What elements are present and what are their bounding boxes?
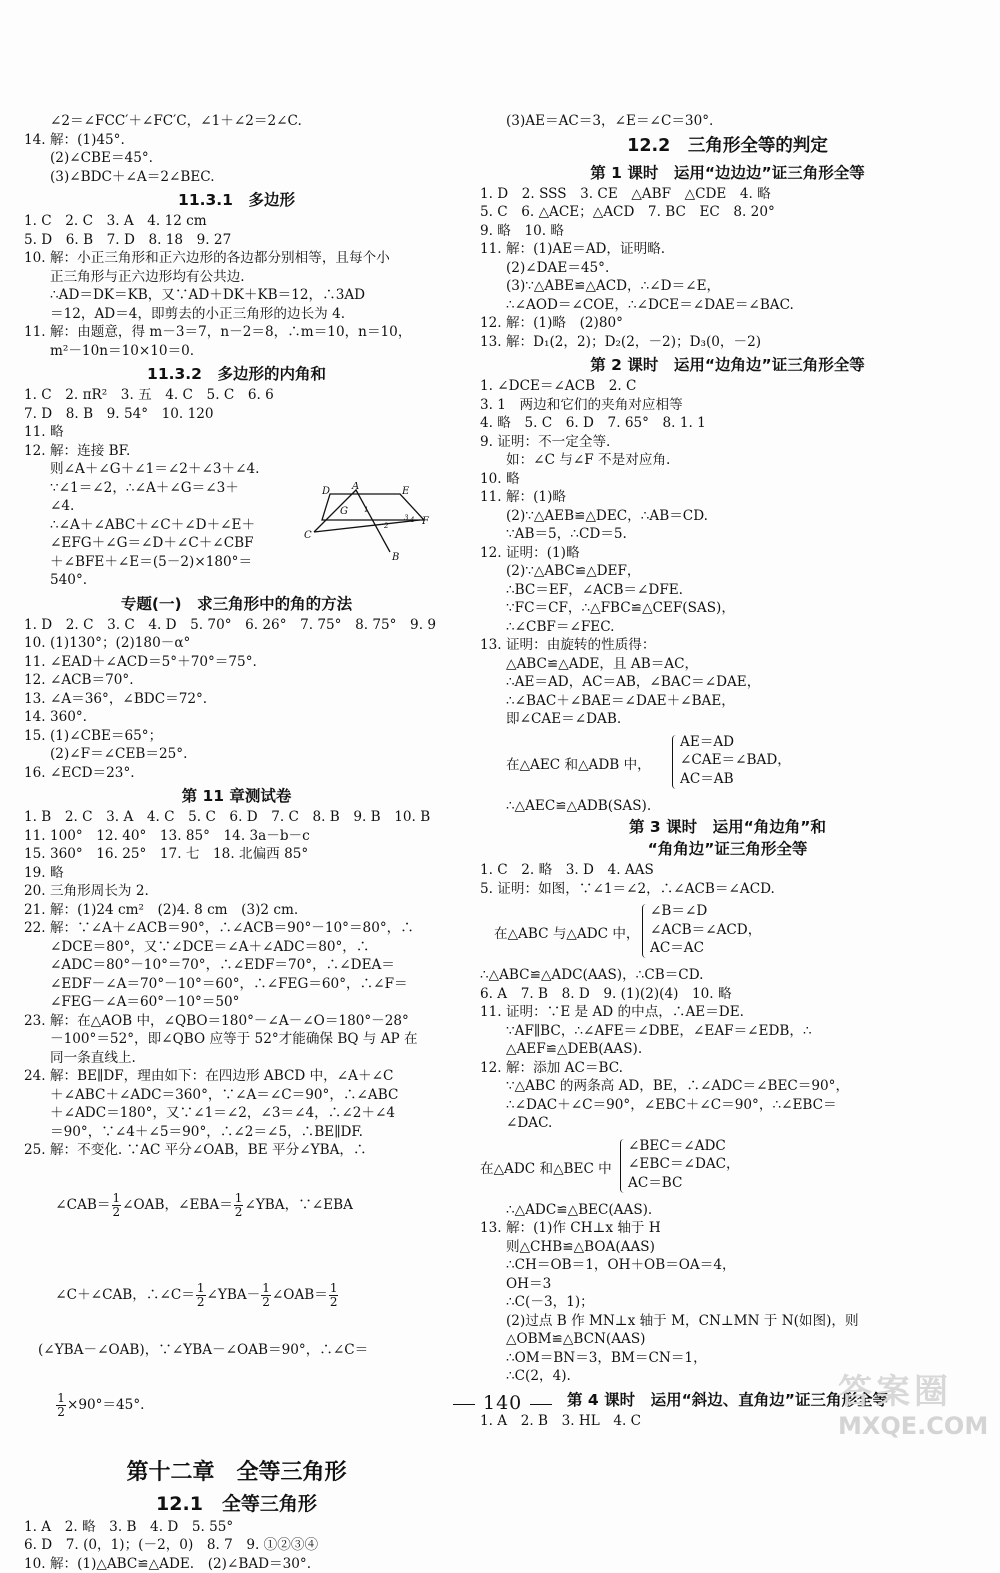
text-line: 1. D 2. C 3. C 4. D 5. 70° 6. 26° 7. 75° 8. 75° 9. 9 xyxy=(24,616,449,635)
text-line: 16. ∠ECD＝23°. xyxy=(24,764,449,783)
section-heading: 11.3.2 多边形的内角和 xyxy=(24,363,449,385)
page-number: 140 xyxy=(445,1392,560,1414)
label-4: 4 xyxy=(409,516,414,524)
text-line: 即∠CAE＝∠DAB. xyxy=(480,710,975,729)
label-a: A xyxy=(351,482,359,492)
text-line: 12. 证明：(1)略 xyxy=(480,544,975,563)
text-line: ∠EFG＋∠G＝∠D＋∠C＋∠CBF xyxy=(24,534,449,553)
text-line: 11. 解：(1)AE＝AD，证明略. xyxy=(480,240,975,259)
text-line: 9. 略 10. 略 xyxy=(480,222,975,241)
text-line: 14. 360°. xyxy=(24,708,449,727)
text-line: ∴∠A＋∠ABC＋∠C＋∠D＋∠E＋ xyxy=(24,516,449,535)
text-line: 12. ∠ACB＝70°. xyxy=(24,671,449,690)
text-line: 则△CHB≌△BOA(AAS) xyxy=(480,1238,975,1257)
text-line: 6. D 7. (0，1)；(－2，0) 8. 7 9. ①②③④ xyxy=(24,1536,449,1555)
text-line: ＋∠ABC＋∠ADC＝360°，∵∠A＝∠C＝90°，∴∠ABC xyxy=(24,1086,449,1105)
text-line: 则∠A＋∠G＋∠1＝∠2＋∠3＋∠4. xyxy=(24,460,449,479)
right-column xyxy=(480,118,975,1430)
text-line: OH＝3 xyxy=(480,1275,975,1294)
text-line: 14. 解：(1)45°. xyxy=(24,131,449,150)
text-line: 1. C 2. πR² 3. 五 4. C 5. C 6. 6 xyxy=(24,386,449,405)
fraction-line: ∠CAB＝ $\frac{1}{2}$ ∠OAB，∠EBA＝ $\frac{1}{2}$ ∠YBA，∵∠EBA xyxy=(24,1160,449,1250)
text-line: ∴∠BAC＋∠BAE＝∠DAE＋∠BAE， xyxy=(480,692,975,711)
text-line: －100°＝52°，即∠QBO 应等于 52°才能确保 BQ 与 AP 在 xyxy=(24,1030,449,1049)
text-line: ∴C(－3，1)； xyxy=(480,1293,975,1312)
left-column xyxy=(24,112,449,1573)
text-line: ＝90°，∵∠4＋∠5＝90°，∴∠2＝∠5，∴BE∥DF. xyxy=(24,1123,449,1142)
text-line: 1. ∠DCE＝∠ACB 2. C xyxy=(480,377,975,396)
watermark-logo: 答案圈 MXQE.COM xyxy=(838,1372,988,1450)
text-line: ∠EDF－∠A＝70°－10°＝60°，∴∠FEG＝60°，∴∠F＝ xyxy=(24,975,449,994)
text-line: 9. 证明：不一定全等. xyxy=(480,433,975,452)
text-line: △ABC≌△ADE，且 AB＝AC， xyxy=(480,655,975,674)
label-d: D xyxy=(321,486,330,497)
label-g: G xyxy=(340,506,348,517)
text-line: (2)∠F＝∠CEB＝25°. xyxy=(24,745,449,764)
text-line: ∠ADC＝80°－10°＝70°，∴∠EDF＝70°，∴∠DEA＝ xyxy=(24,956,449,975)
text-line: 如：∠C 与∠F 不是对应角. xyxy=(480,451,975,470)
text-line: (2)∠CBE＝45°. xyxy=(24,149,449,168)
section-heading: 专题(一) 求三角形中的角的方法 xyxy=(24,593,449,615)
text-line: 540°. xyxy=(24,571,449,590)
text-line: ＋∠ADC＝180°，又∵∠1＝∠2，∠3＝∠4，∴∠2＋∠4 xyxy=(24,1104,449,1123)
text-line: ∵FC＝CF，∴△FBC≌△CEF(SAS)， xyxy=(480,599,975,618)
text-line: 21. 解：(1)24 cm² (2)4. 8 cm (3)2 cm. xyxy=(24,901,449,920)
text-line: ∵∠1＝∠2，∴∠A＋∠G＝∠3＋ xyxy=(24,479,449,498)
text-line: 1. C 2. 略 3. D 4. AAS xyxy=(480,861,975,880)
fraction-half: $\frac{1}{2}$ xyxy=(261,1282,271,1309)
text-line: 3. 1 两边和它们的夹角对应相等 xyxy=(480,396,975,415)
text-line: 19. 略 xyxy=(24,864,449,883)
text-line: 同一条直线上. xyxy=(24,1049,449,1068)
section-heading: 12.1 全等三角形 xyxy=(24,1491,449,1517)
chapter-heading: 第十二章 全等三角形 xyxy=(24,1458,449,1488)
label-b: B xyxy=(391,552,399,560)
text-line: ∴∠AOD＝∠COE，∴∠DCE＝∠DAE＝∠BAC. xyxy=(480,296,975,315)
lesson-heading: 第 4 课时 运用“斜边、直角边”证三角形全等 xyxy=(480,1389,975,1411)
text-line: ∴BC＝EF，∠ACB＝∠DFE. xyxy=(480,581,975,600)
label-c: C xyxy=(304,530,312,541)
text-line: ＝12，AD＝4，即剪去的小正三角形的边长为 4. xyxy=(24,305,449,324)
fraction-line: ∠C＋∠CAB，∴∠C＝ $\frac{1}{2}$ ∠YBA－ $\frac{1}{2}$ ∠OAB＝ $\frac{1}{2}$ xyxy=(24,1250,449,1340)
text-line: △AEF≌△DEB(AAS). xyxy=(480,1040,975,1059)
text-line: 23. 解：在△AOB 中，∠QBO＝180°－∠A－∠O＝180°－28° xyxy=(24,1012,449,1031)
text-line: ∴△ABC≌△ADC(AAS)，∴CB＝CD. xyxy=(480,966,975,985)
text-line: 1. C 2. C 3. A 4. 12 cm xyxy=(24,212,449,231)
text-line: (2)∵△ABC≌△DEF， xyxy=(480,562,975,581)
fraction-line: $\frac{1}{2}$ ×90°＝45°. xyxy=(24,1360,449,1450)
text-line: ∵△ABC 的两条高 AD，BE，∴∠ADC＝∠BEC＝90°， xyxy=(480,1077,975,1096)
text-line: 1. B 2. C 3. A 4. C 5. C 6. D 7. C 8. B 9. B 10. B xyxy=(24,808,449,827)
text-line: 11. ∠EAD＋∠ACD＝5°＋70°＝75°. xyxy=(24,653,449,672)
text-line: 15. 360° 16. 25° 17. 七 18. 北偏西 85° xyxy=(24,845,449,864)
section-heading: 11.3.1 多边形 xyxy=(24,189,449,211)
text-line: ∠DCE＝80°，又∵∠DCE＝∠A＋∠ADC＝80°，∴ xyxy=(24,938,449,957)
text-line: 11. 解：(1)略 xyxy=(480,488,975,507)
text-line: 11. 略 xyxy=(24,423,449,442)
text-line: 25. 解：不变化. ∵AC 平分∠OAB，BE 平分∠YBA，∴ xyxy=(24,1141,449,1160)
text-line: 7. D 8. B 9. 54° 10. 120 xyxy=(24,405,449,424)
text-line: ∴CH＝OB＝1，OH＋OB＝OA＝4， xyxy=(480,1256,975,1275)
equation-system: 在△ADC 和△BEC 中 ∠BEC＝∠ADC ∠EBC＝∠DAC， AC＝BC xyxy=(480,1137,975,1197)
lesson-heading: 第 3 课时 运用“角边角”和 xyxy=(480,816,975,838)
text-line: (3)∵△ABE≌△ACD，∴∠D＝∠E， xyxy=(480,277,975,296)
label-e: E xyxy=(401,486,410,497)
text-line: 11. 100° 12. 40° 13. 85° 14. 3a－b－c xyxy=(24,827,449,846)
section-heading: 第 11 章测试卷 xyxy=(24,785,449,807)
label-3: 3 xyxy=(404,514,409,522)
text-line: ∴△ADC≌△BEC(AAS). xyxy=(480,1201,975,1220)
text-line: ∴AD＝DK＝KB，又∵AD＋DK＋KB＝12，∴3AD xyxy=(24,286,449,305)
text-line: 正三角形与正六边形均有公共边. xyxy=(24,268,449,287)
text-line: △OBM≌△BCN(AAS) xyxy=(480,1330,975,1349)
text-line: 6. A 7. B 8. D 9. (1)(2)(4) 10. 略 xyxy=(480,985,975,1004)
text-line: 12. 解：连接 BF. xyxy=(24,442,449,461)
equation-system: 在△AEC 和△ADB 中， AE＝AD ∠CAE＝∠BAD， AC＝AB xyxy=(480,733,975,793)
text-line: 12. 解：添加 AC＝BC. xyxy=(480,1059,975,1078)
text-line: 15. (1)∠CBE＝65°； xyxy=(24,727,449,746)
text-line: ∴C(2，4). xyxy=(480,1367,975,1386)
text-line: ∴△AEC≌△ADB(SAS). xyxy=(480,797,975,816)
text-line: 13. 解：(1)作 CH⊥x 轴于 H xyxy=(480,1219,975,1238)
text-line: ∴∠DAC＋∠C＝90°，∠EBC＋∠C＝90°，∴∠EBC＝ xyxy=(480,1096,975,1115)
fraction-half: $\frac{1}{2}$ xyxy=(56,1392,66,1419)
text-line: ∠4. xyxy=(24,497,449,516)
lesson-heading: 第 2 课时 运用“边角边”证三角形全等 xyxy=(480,354,975,376)
text-line: 10. 解：(1)△ABC≌△ADE. (2)∠BAD＝30°. xyxy=(24,1555,449,1573)
geometry-figure xyxy=(300,482,430,560)
text-line: (3)AE＝AC＝3，∠E＝∠C＝30°. xyxy=(480,112,975,131)
text-line: ∵AB＝5，∴CD＝5. xyxy=(480,525,975,544)
fraction-half: $\frac{1}{2}$ xyxy=(112,1192,122,1219)
text-line: 5. C 6. △ACE；△ACD 7. BC EC 8. 20° xyxy=(480,203,975,222)
text-line: 10. 解：小正三角形和正六边形的各边都分别相等，且每个小 xyxy=(24,249,449,268)
quadrilateral-defg xyxy=(322,494,424,520)
text-line: 1. D 2. SSS 3. CE △ABF △CDE 4. 略 xyxy=(480,185,975,204)
text-line: 12. 解：(1)略 (2)80° xyxy=(480,314,975,333)
text-line: 5. D 6. B 7. D 8. 18 9. 27 xyxy=(24,231,449,250)
text-line: m²－10n＝10×10＝0. xyxy=(24,342,449,361)
text-line: (3)∠BDC＋∠A＝2∠BEC. xyxy=(24,168,449,187)
text-line: ∠2＝∠FCC′＋∠FC′C，∠1＋∠2＝2∠C. xyxy=(24,112,449,131)
text-line: ∴∠CBF＝∠FEC. xyxy=(480,618,975,637)
label-f: F xyxy=(421,516,430,527)
text-line: 5. 证明：如图，∵∠1＝∠2，∴∠ACB＝∠ACD. xyxy=(480,880,975,899)
text-line: (2)过点 B 作 MN⊥x 轴于 M，CN⊥MN 于 N(如图)，则 xyxy=(480,1312,975,1331)
triangle-abc xyxy=(314,490,390,552)
fraction-half: $\frac{1}{2}$ xyxy=(196,1282,206,1309)
text-line: 24. 解：BE∥DF，理由如下：在四边形 ABCD 中，∠A＋∠C xyxy=(24,1067,449,1086)
fraction-half: $\frac{1}{2}$ xyxy=(329,1282,339,1309)
equation-system: 在△ABC 与△ADC 中， ∠B＝∠D ∠ACB＝∠ACD， AC＝AC xyxy=(480,902,975,962)
text-line: (2)∵△AEB≌△DEC，∴AB＝CD. xyxy=(480,507,975,526)
text-line: 22. 解：∵∠A＋∠ACB＝90°，∴∠ACB＝90°－10°＝80°，∴ xyxy=(24,919,449,938)
text-line: 4. 略 5. C 6. D 7. 65° 8. 1. 1 xyxy=(480,414,975,433)
text-line: 13. 解：D₁(2，2)；D₂(2，－2)；D₃(0，－2) xyxy=(480,333,975,352)
fraction-half: $\frac{1}{2}$ xyxy=(234,1192,244,1219)
text-line: ＋∠BFE＋∠E＝(5－2)×180°＝ xyxy=(24,553,449,572)
lesson-heading: “角角边”证三角形全等 xyxy=(480,838,975,860)
text-line: ∠DAC. xyxy=(480,1114,975,1133)
text-line: 11. 解：由题意，得 m－3＝7，n－2＝8，∴m＝10，n＝10， xyxy=(24,323,449,342)
text-line: 10. (1)130°；(2)180－α° xyxy=(24,634,449,653)
text-line: ∴OM＝BN＝3，BM＝CN＝1， xyxy=(480,1349,975,1368)
text-line: 13. 证明：由旋转的性质得： xyxy=(480,636,975,655)
text-line: 20. 三角形周长为 2. xyxy=(24,882,449,901)
text-line: (∠YBA－∠OAB)，∵∠YBA－∠OAB＝90°，∴∠C＝ xyxy=(24,1340,449,1360)
text-line: 10. 略 xyxy=(480,470,975,489)
text-line: ∠FEG－∠A＝60°－10°＝50° xyxy=(24,993,449,1012)
text-line: ∴AE＝AD，AC＝AB，∠BAC＝∠DAE， xyxy=(480,673,975,692)
text-line: (2)∠DAE＝45°. xyxy=(480,259,975,278)
label-2: 2 xyxy=(383,522,389,530)
text-line: ∵AF∥BC，∴∠AFE＝∠DBE，∠EAF＝∠EDB，∴ xyxy=(480,1022,975,1041)
label-1: 1 xyxy=(364,506,368,514)
lesson-heading: 第 1 课时 运用“边边边”证三角形全等 xyxy=(480,162,975,184)
text-line: 1. A 2. 略 3. B 4. D 5. 55° xyxy=(24,1518,449,1537)
text-line: 13. ∠A＝36°，∠BDC＝72°. xyxy=(24,690,449,709)
text-line: 11. 证明：∵E 是 AD 的中点，∴AE＝DE. xyxy=(480,1003,975,1022)
section-heading: 12.2 三角形全等的判定 xyxy=(480,134,975,159)
text-line: 1. A 2. B 3. HL 4. C xyxy=(480,1412,975,1431)
